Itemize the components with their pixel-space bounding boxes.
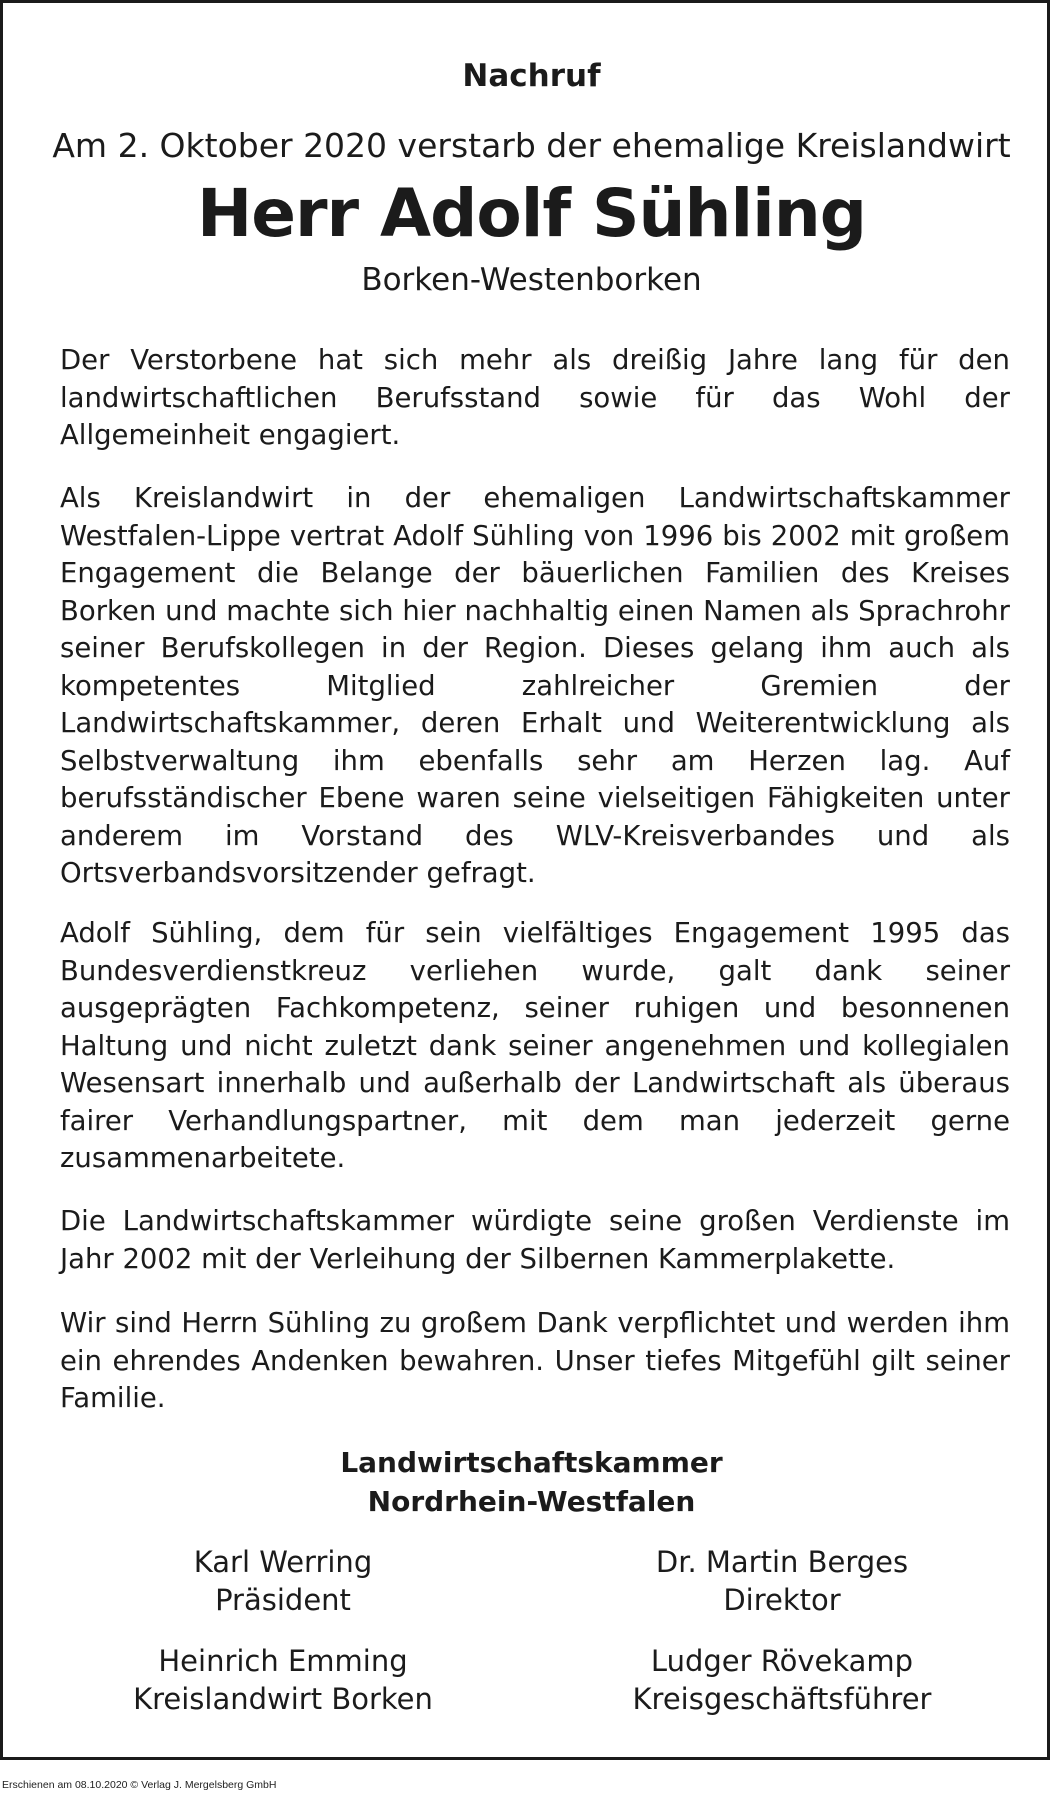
deceased-place: Borken-Westenborken (361, 262, 702, 298)
notice-heading: Nachruf (462, 58, 601, 94)
paragraph-engagement: Der Verstorbene hat sich mehr als dreißig Jahre lang für den landwirtschaftlichen Berufsstand sowie für das Wohl der Allgemeinheit engagiert. (60, 344, 1010, 451)
signatory-role: Kreislandwirt Borken (133, 1682, 433, 1716)
signatory-name: Ludger Rövekamp (650, 1644, 914, 1678)
paragraph-honours: Adolf Sühling, dem für sein vielfältiges Engagement 1995 das Bundesverdienstkreuz verliehen wurde, galt dank seiner ausgeprägten Fachkompetenz, seiner ruhigen und besonnenen Haltung und nicht zuletzt dank seiner angenehmen und kollegialen Wesensart innerhalb und außerhalb der Landwirtschaft als überaus fairer Verhandlungspartner, mit dem man jederzeit gerne zusammenarbeitete. (60, 917, 1010, 1174)
signatory-role: Präsident (215, 1583, 351, 1617)
deceased-name: Herr Adolf Sühling (196, 175, 867, 252)
signatory-name: Heinrich Emming (158, 1644, 408, 1678)
notice-intro: Am 2. Oktober 2020 verstarb der ehemalige Kreislandwirt (52, 126, 1011, 165)
organization-line-1: Landwirtschaftskammer (340, 1446, 723, 1479)
organization-line-2: Nordrhein-Westfalen (367, 1485, 696, 1518)
signatory-director (582, 1543, 982, 1619)
signatory-president (83, 1543, 483, 1619)
signatory-name: Dr. Martin Berges (655, 1545, 909, 1579)
signatory-role: Direktor (723, 1583, 841, 1617)
paragraph-career: Als Kreislandwirt in der ehemaligen Landwirtschaftskammer Westfalen-Lippe vertrat Adolf Sühling von 1996 bis 2002 mit großem Engagement die Belange der bäuerlichen Familien des Kreises Borken und machte sich hier nachhaltig einen Namen als Sprachrohr seiner Berufskollegen in der Region. Dieses gelang ihm auch als kompetentes Mitglied zahlreicher Gremien der Landwirtschaftskammer, deren Erhalt und Weiterentwicklung als Selbstverwaltung ihm ebenfalls sehr am Herzen lag. Auf berufsständischer Ebene waren seine vielseitigen Fähigkeiten unter anderem im Vorstand des WLV-Kreisverbandes und als Ortsverbandsvorsitzender gefragt. (60, 482, 1010, 889)
signatory-role: Kreisgeschäftsführer (632, 1682, 932, 1716)
publication-footer: Erschienen am 08.10.2020 © Verlag J. Mergelsberg GmbH (2, 1779, 277, 1791)
signatory-district-farmer (83, 1642, 483, 1718)
signatory-name: Karl Werring (193, 1545, 373, 1579)
organization-name (0, 1443, 1063, 1521)
paragraph-condolence: Wir sind Herrn Sühling zu großem Dank verpflichtet und werden ihm ein ehrendes Andenken bewahren. Unser tiefes Mitgefühl gilt seiner Familie. (60, 1307, 1010, 1414)
signatory-district-manager (582, 1642, 982, 1718)
paragraph-award: Die Landwirtschaftskammer würdigte seine großen Verdienste im Jahr 2002 mit der Verleihung der Silbernen Kammerplakette. (60, 1205, 1010, 1275)
